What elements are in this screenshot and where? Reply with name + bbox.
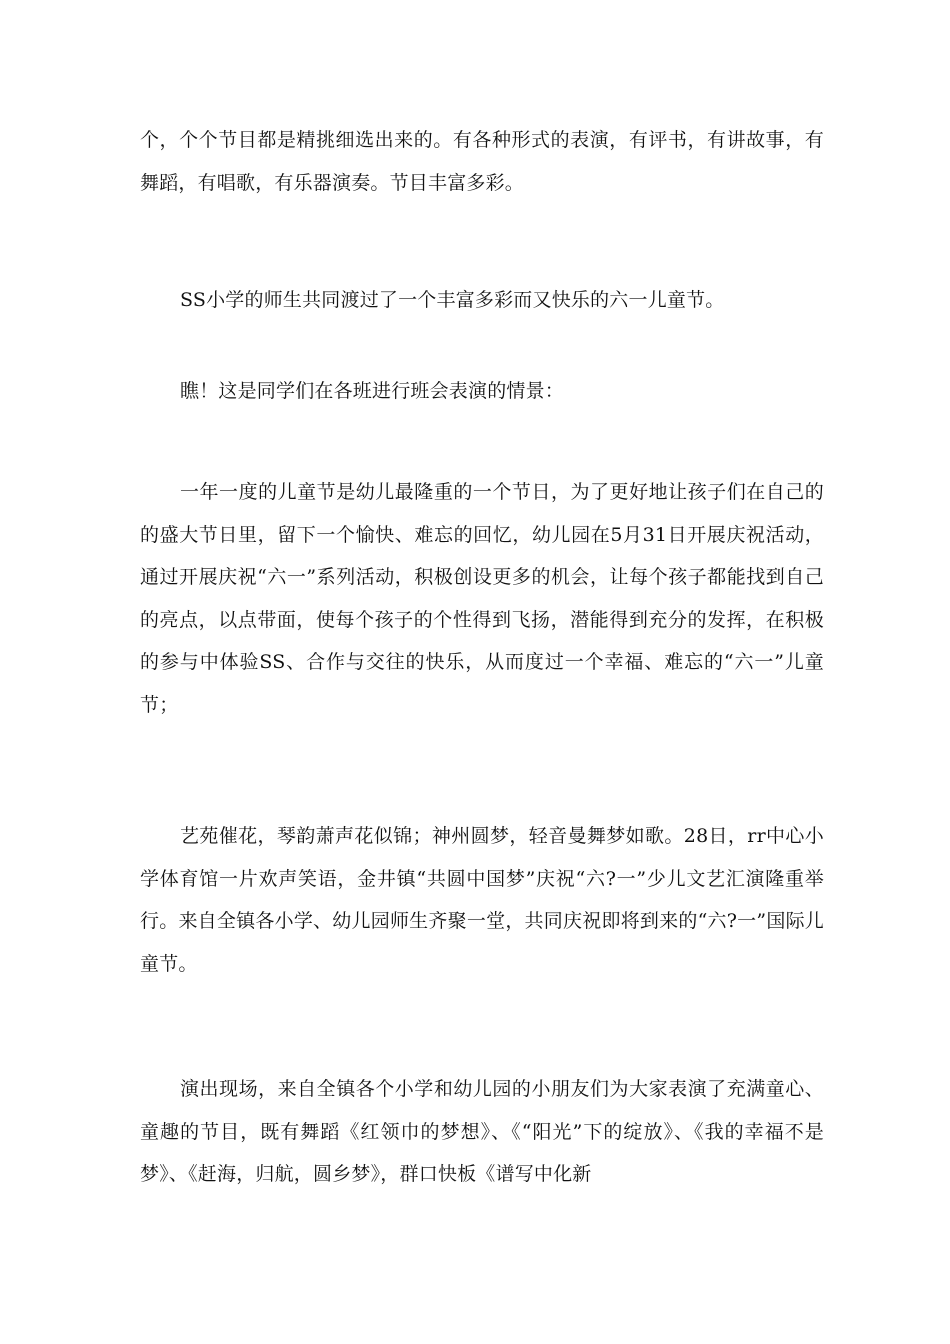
paragraph-kindergarten-activities: 一年一度的儿童节是幼儿最隆重的一个节日，为了更好地让孩子们在自己的的盛大节日里，留下一个愉快、难忘的回忆，幼儿园在5月31日开展庆祝活动，通过开展庆祝“六一”系列活动，积极创设更多的机会，让每个孩子都能找到自己的亮点，以点带面，使每个孩子的个性得到飞扬，潜能得到充分的发挥，在积极的参与中体验SS、合作与交往的快乐，从而度过一个幸福、难忘的“六一”儿童节； (140, 481, 824, 716)
paragraph-school-celebration: SS小学的师生共同渡过了一个丰富多彩而又快乐的六一儿童节。 (180, 289, 725, 311)
paragraph-program-variety: 个，个个节目都是精挑细选出来的。有各种形式的表演，有评书，有讲故事，有舞蹈，有唱歌，有乐器演奏。节目丰富多彩。 (140, 129, 824, 194)
paragraph-performance-scene: 演出现场，来自全镇各个小学和幼儿园的小朋友们为大家表演了充满童心、童趣的节目，既有舞蹈《红领巾的梦想》、《“阳光”下的绽放》、《我的幸福不是梦》、《赶海，归航，圆乡梦》，群口快板《谱写中化新 (140, 1078, 824, 1185)
paragraph-class-performance: 瞧！这是同学们在各班进行班会表演的情景： (180, 380, 565, 402)
paragraph-arts-festival: 艺苑催花，琴韵萧声花似锦；神州圆梦，轻音曼舞梦如歌。28日，rr中心小学体育馆一片欢声笑语，金井镇“共圆中国梦”庆祝“六?一”少儿文艺汇演隆重举行。来自全镇各小学、幼儿园师生齐聚一堂，共同庆祝即将到来的“六?一”国际儿童节。 (140, 825, 824, 975)
